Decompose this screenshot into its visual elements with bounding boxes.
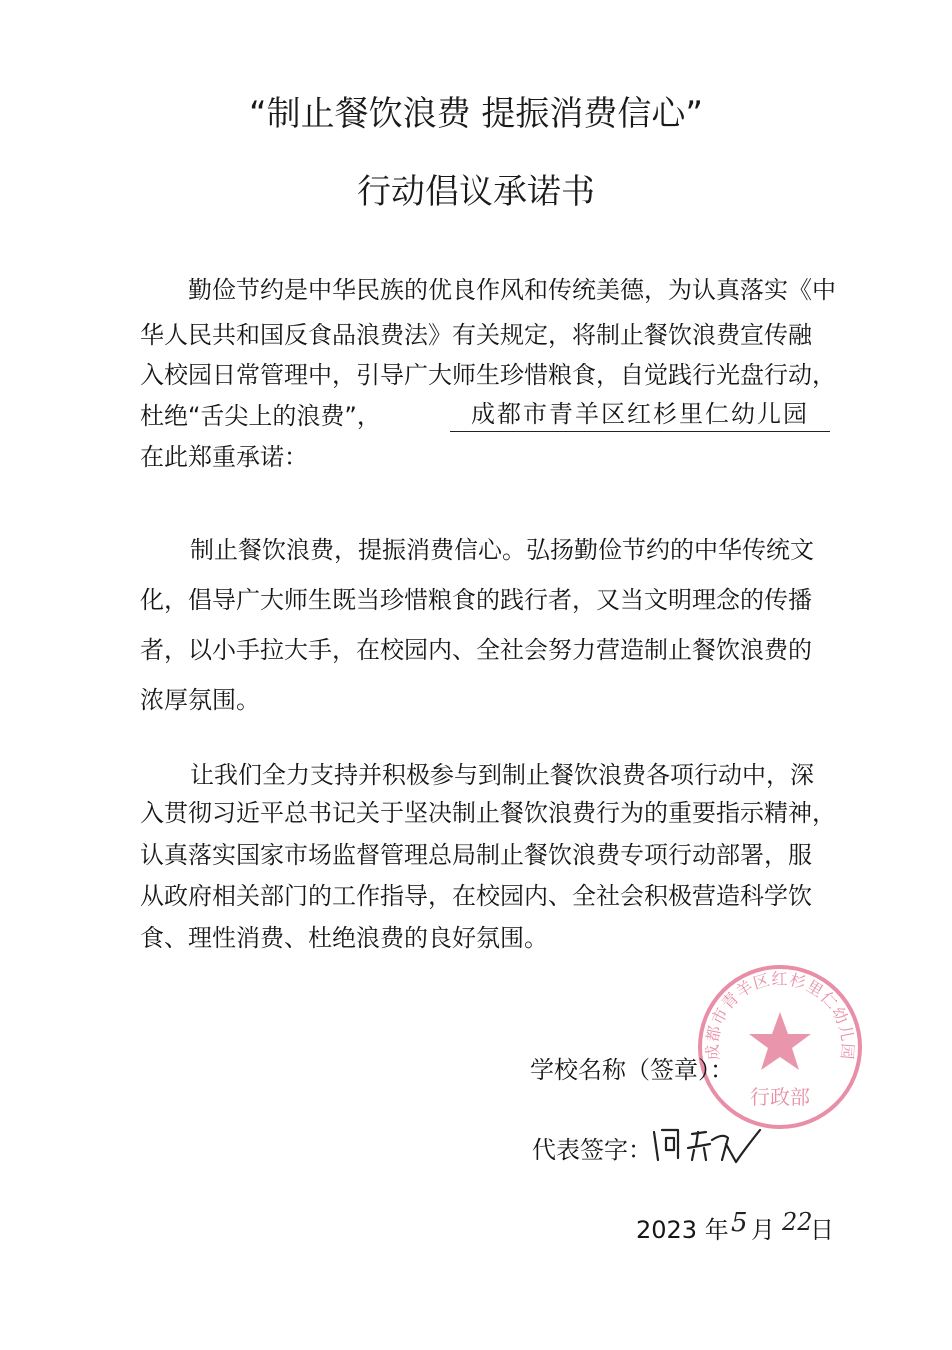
paragraph2-line-4: 浓厚氛围。	[140, 686, 260, 714]
seal-ring-text: 成都市青羊区红杉里仁幼儿园	[702, 969, 858, 1062]
paragraph1-line-4: 杜绝“舌尖上的浪费”，	[140, 402, 381, 430]
handwritten-signature	[648, 1120, 768, 1170]
date-day-unit: 日	[810, 1216, 834, 1244]
school-name-underlined: 成都市青羊区红杉里仁幼儿园	[450, 394, 830, 432]
paragraph1-line-2: 华人民共和国反食品浪费法》有关规定，将制止餐饮浪费宣传融	[140, 321, 812, 349]
paragraph1-line-1: 勤俭节约是中华民族的优良作风和传统美德，为认真落实《中	[188, 276, 836, 304]
paragraph2-line-3: 者，以小手拉大手，在校园内、全社会努力营造制止餐饮浪费的	[140, 636, 812, 664]
paragraph1-line-3: 入校园日常管理中，引导广大师生珍惜粮食，自觉践行光盘行动，	[140, 361, 836, 389]
representative-sign-label: 代表签字：	[532, 1136, 652, 1164]
paragraph3-line-3: 认真落实国家市场监督管理总局制止餐饮浪费专项行动部署，服	[140, 841, 812, 869]
paragraph1-tail: 在此郑重承诺：	[140, 443, 308, 471]
title-line-1: “制止餐饮浪费 提振消费信心”	[248, 94, 704, 134]
paragraph3-line-1: 让我们全力支持并积极参与到制止餐饮浪费各项行动中，深	[190, 761, 814, 789]
paragraph3-line-2: 入贯彻习近平总书记关于坚决制止餐饮浪费行为的重要指示精神，	[140, 799, 836, 827]
date-day-handwritten: 22	[782, 1208, 813, 1236]
paragraph2-line-2: 化，倡导广大师生既当珍惜粮食的践行者，又当文明理念的传播	[140, 586, 812, 614]
title-line-2: 行动倡议承诺书	[357, 172, 595, 212]
seal-center-text: 行政部	[750, 1085, 810, 1109]
paragraph3-line-4: 从政府相关部门的工作指导，在校园内、全社会积极营造科学饮	[140, 882, 812, 910]
school-sign-label: 学校名称（签章）：	[530, 1056, 734, 1084]
date-month-handwritten: 5	[731, 1208, 748, 1238]
paragraph3-line-5: 食、理性消费、杜绝浪费的良好氛围。	[140, 924, 548, 952]
paragraph2-line-1: 制止餐饮浪费，提振消费信心。弘扬勤俭节约的中华传统文	[190, 536, 814, 564]
date-month-unit: 月	[751, 1216, 775, 1244]
date-year: 2023 年	[636, 1216, 729, 1244]
official-seal-stamp	[695, 962, 865, 1132]
